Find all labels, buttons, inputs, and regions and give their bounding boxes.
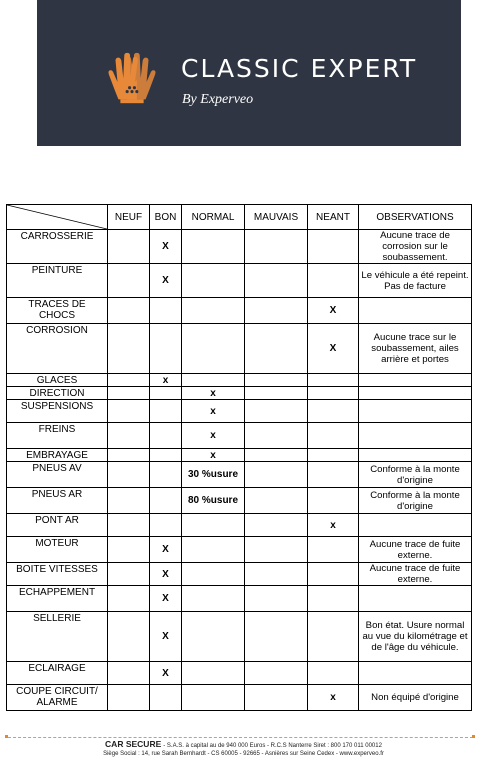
cell-neuf <box>108 324 150 374</box>
cell-observation <box>359 514 472 537</box>
cell-mauvais <box>245 374 308 387</box>
cell-observation: Aucune trace de corrosion sur le soubassement. <box>359 230 472 264</box>
cell-neuf <box>108 374 150 387</box>
table-row <box>7 298 472 324</box>
table-row <box>7 514 472 537</box>
cell-bon: X <box>150 586 182 612</box>
cell-bon <box>150 423 182 449</box>
table-row <box>7 488 472 514</box>
table-row <box>7 264 472 298</box>
brand-title: CLASSIC EXPERT <box>181 54 418 83</box>
cell-observation <box>359 400 472 423</box>
cell-neuf <box>108 612 150 662</box>
cell-normal: x <box>182 400 245 423</box>
table-row <box>7 423 472 449</box>
cell-mauvais <box>245 685 308 711</box>
cell-observation: Bon état. Usure normal au vue du kilométrage et de l'âge du véhicule. <box>359 612 472 662</box>
cell-observation <box>359 387 472 400</box>
cell-neant <box>308 230 359 264</box>
cell-neuf <box>108 514 150 537</box>
brand-banner <box>37 0 461 146</box>
table-row <box>7 324 472 374</box>
cell-neuf <box>108 563 150 586</box>
cell-observation: Aucune trace sur le soubassement, ailes arrière et portes <box>359 324 472 374</box>
column-header-mauvais: MAUVAIS <box>245 205 308 230</box>
cell-mauvais <box>245 449 308 462</box>
table-header-row <box>7 205 472 230</box>
column-header-normal: NORMAL <box>182 205 245 230</box>
cell-bon <box>150 449 182 462</box>
table-row <box>7 230 472 264</box>
cell-bon <box>150 685 182 711</box>
diagonal-header-cell <box>7 205 108 230</box>
cell-observation: Le véhicule a été repeint. Pas de facture <box>359 264 472 298</box>
footer <box>0 740 487 758</box>
cell-normal: x <box>182 423 245 449</box>
cell-neuf <box>108 662 150 685</box>
cell-normal <box>182 298 245 324</box>
cell-mauvais <box>245 400 308 423</box>
table-row <box>7 462 472 488</box>
footer-company: CAR SECURE <box>105 739 162 749</box>
footer-line-2: Siège Social : 14, rue Sarah Bernhardt - CS 60005 - 92665 - Asnières sur Seine Cedex - www.experveo.fr <box>103 751 384 757</box>
cell-mauvais <box>245 612 308 662</box>
cell-bon <box>150 387 182 400</box>
cell-mauvais <box>245 264 308 298</box>
cell-bon <box>150 462 182 488</box>
cell-mauvais <box>245 387 308 400</box>
cell-mauvais <box>245 324 308 374</box>
cell-neant <box>308 264 359 298</box>
cell-neant <box>308 662 359 685</box>
cell-neant: X <box>308 324 359 374</box>
cell-neuf <box>108 387 150 400</box>
cell-neuf <box>108 423 150 449</box>
cell-neuf <box>108 449 150 462</box>
cell-normal <box>182 685 245 711</box>
cell-observation <box>359 662 472 685</box>
cell-bon: X <box>150 537 182 563</box>
cell-observation <box>359 586 472 612</box>
row-label: SUSPENSIONS <box>7 400 108 423</box>
table-row <box>7 400 472 423</box>
table-row <box>7 586 472 612</box>
row-label: CORROSION <box>7 324 108 374</box>
footer-legal: - S.A.S. à capital au de 940 000 Euros - R.C.S Nanterre Siret : 800 170 011 00012 <box>163 743 382 749</box>
cell-bon <box>150 400 182 423</box>
inspection-table <box>6 204 472 711</box>
cell-normal <box>182 230 245 264</box>
cell-mauvais <box>245 488 308 514</box>
cell-neant <box>308 423 359 449</box>
cell-normal <box>182 586 245 612</box>
cell-normal <box>182 537 245 563</box>
cell-neant <box>308 563 359 586</box>
driving-gloves-icon <box>101 47 163 109</box>
cell-neant <box>308 449 359 462</box>
cell-observation <box>359 298 472 324</box>
table-row <box>7 537 472 563</box>
cell-bon: X <box>150 563 182 586</box>
cell-bon: X <box>150 612 182 662</box>
cell-neuf <box>108 298 150 324</box>
cell-mauvais <box>245 662 308 685</box>
cell-neuf <box>108 462 150 488</box>
row-label: PNEUS AV <box>7 462 108 488</box>
cell-normal <box>182 324 245 374</box>
cell-normal: x <box>182 449 245 462</box>
cell-neuf <box>108 230 150 264</box>
cell-neant <box>308 462 359 488</box>
cell-observation <box>359 374 472 387</box>
footer-divider <box>8 737 473 738</box>
column-header-observations: OBSERVATIONS <box>359 205 472 230</box>
column-header-neant: NEANT <box>308 205 359 230</box>
row-label: COUPE CIRCUIT/ ALARME <box>7 685 108 711</box>
cell-observation: Conforme à la monte d'origine <box>359 462 472 488</box>
cell-neant <box>308 612 359 662</box>
cell-mauvais <box>245 462 308 488</box>
table-row <box>7 563 472 586</box>
cell-neuf <box>108 488 150 514</box>
cell-neuf <box>108 537 150 563</box>
cell-normal <box>182 264 245 298</box>
table-row <box>7 685 472 711</box>
cell-mauvais <box>245 537 308 563</box>
cell-neuf <box>108 685 150 711</box>
footer-line-1 <box>0 740 487 750</box>
cell-mauvais <box>245 423 308 449</box>
cell-bon: X <box>150 662 182 685</box>
cell-neant <box>308 400 359 423</box>
column-header-bon: BON <box>150 205 182 230</box>
row-label: MOTEUR <box>7 537 108 563</box>
row-label: ECLAIRAGE <box>7 662 108 685</box>
cell-normal <box>182 374 245 387</box>
row-label: PONT AR <box>7 514 108 537</box>
cell-observation <box>359 449 472 462</box>
cell-bon: X <box>150 264 182 298</box>
row-label: GLACES <box>7 374 108 387</box>
cell-normal <box>182 612 245 662</box>
row-label: ECHAPPEMENT <box>7 586 108 612</box>
cell-neuf <box>108 400 150 423</box>
cell-neuf <box>108 586 150 612</box>
cell-observation <box>359 423 472 449</box>
row-label: FREINS <box>7 423 108 449</box>
cell-observation: Aucune trace de fuite externe. <box>359 537 472 563</box>
table-row <box>7 449 472 462</box>
cell-neant <box>308 488 359 514</box>
row-label: PEINTURE <box>7 264 108 298</box>
column-header-neuf: NEUF <box>108 205 150 230</box>
row-label: PNEUS AR <box>7 488 108 514</box>
table-row <box>7 374 472 387</box>
row-label: BOITE VITESSES <box>7 563 108 586</box>
cell-normal: 80 %usure <box>182 488 245 514</box>
cell-normal <box>182 514 245 537</box>
cell-bon: x <box>150 374 182 387</box>
cell-neuf <box>108 264 150 298</box>
cell-observation: Conforme à la monte d'origine <box>359 488 472 514</box>
cell-bon <box>150 324 182 374</box>
row-label: SELLERIE <box>7 612 108 662</box>
cell-neant <box>308 537 359 563</box>
cell-bon <box>150 514 182 537</box>
cell-neant <box>308 374 359 387</box>
cell-normal <box>182 563 245 586</box>
row-label: DIRECTION <box>7 387 108 400</box>
cell-mauvais <box>245 586 308 612</box>
table-row <box>7 387 472 400</box>
row-label: CARROSSERIE <box>7 230 108 264</box>
table-row <box>7 612 472 662</box>
cell-normal: 30 %usure <box>182 462 245 488</box>
cell-mauvais <box>245 563 308 586</box>
cell-neant <box>308 387 359 400</box>
row-label: TRACES DE CHOCS <box>7 298 108 324</box>
table-row <box>7 662 472 685</box>
cell-normal: x <box>182 387 245 400</box>
cell-normal <box>182 662 245 685</box>
cell-observation: Aucune trace de fuite externe. <box>359 563 472 586</box>
brand-subtitle: By Experveo <box>182 92 254 107</box>
cell-neant: X <box>308 298 359 324</box>
cell-neant <box>308 586 359 612</box>
cell-bon <box>150 488 182 514</box>
cell-mauvais <box>245 298 308 324</box>
footer-dot-right <box>472 735 475 738</box>
cell-bon: X <box>150 230 182 264</box>
cell-neant: x <box>308 514 359 537</box>
cell-observation: Non équipé d'origine <box>359 685 472 711</box>
cell-neant: x <box>308 685 359 711</box>
cell-mauvais <box>245 514 308 537</box>
table-body <box>7 230 472 711</box>
cell-mauvais <box>245 230 308 264</box>
cell-bon <box>150 298 182 324</box>
row-label: EMBRAYAGE <box>7 449 108 462</box>
